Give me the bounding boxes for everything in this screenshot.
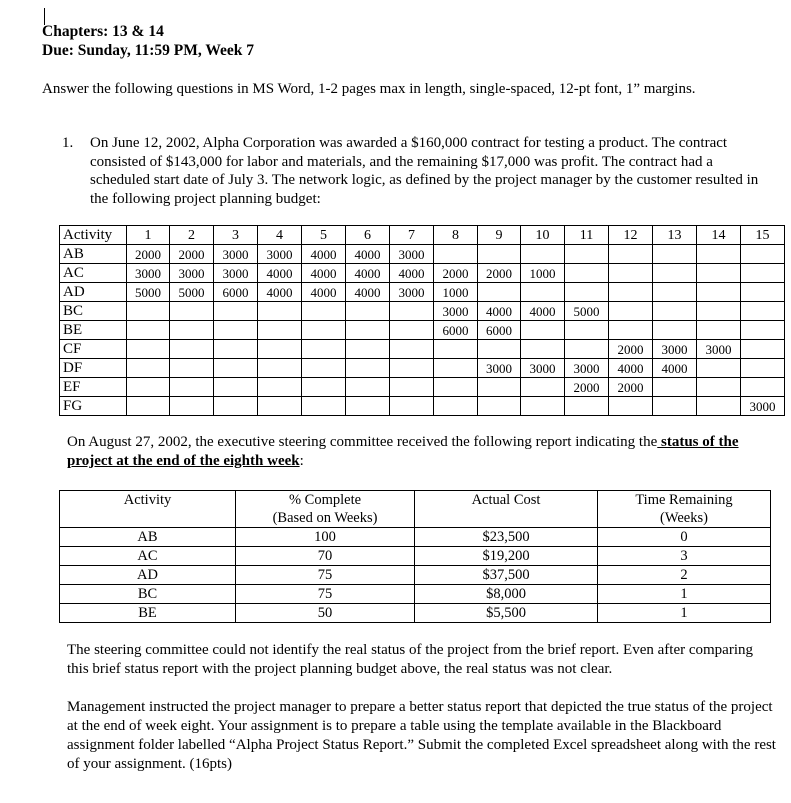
budget-cell: [697, 321, 741, 340]
header-week: 11: [565, 226, 609, 245]
budget-row: [60, 321, 785, 340]
budget-cell: 2000: [127, 245, 170, 264]
budget-cell: [434, 245, 478, 264]
budget-cell: [609, 397, 653, 416]
budget-cell: 3000: [565, 359, 609, 378]
header-week: 9: [478, 226, 521, 245]
header-line-2: (Based on Weeks): [272, 510, 378, 526]
header-line-2: (Weeks): [660, 510, 708, 526]
budget-cell: [565, 340, 609, 359]
budget-cell: [741, 378, 785, 397]
budget-cell: 2000: [434, 264, 478, 283]
budget-row: [60, 264, 785, 283]
budget-cell: [565, 321, 609, 340]
header-line-1: Activity: [123, 492, 172, 508]
status-cell: 50: [236, 604, 415, 623]
status-row: [60, 585, 771, 604]
budget-cell: [697, 283, 741, 302]
budget-cell: [302, 302, 346, 321]
budget-cell: [214, 359, 258, 378]
budget-cell: [741, 283, 785, 302]
header-week: 3: [214, 226, 258, 245]
report-intro: [67, 433, 767, 470]
status-cell: $8,000: [415, 585, 598, 604]
question-1-text: On June 12, 2002, Alpha Corporation was awarded a $160,000 contract for testing a product. The contract consisted of $143,000 for labor and materials, and the remaining $17,000 was profit. The contract had a scheduled start date of July 3. The network logic, as defined by the project manager by the customer resulted in the following project planning budget:: [90, 135, 759, 207]
budget-cell: [390, 359, 434, 378]
due-date-heading: Due: Sunday, 11:59 PM, Week 7: [42, 42, 255, 59]
status-cell: 1: [598, 604, 771, 623]
project-planning-budget-table: [59, 225, 785, 416]
budget-cell: [609, 283, 653, 302]
budget-cell: 3000: [741, 397, 785, 416]
status-cell: 70: [236, 547, 415, 566]
status-cell: 75: [236, 585, 415, 604]
budget-cell: [653, 283, 697, 302]
budget-cell: 3000: [127, 264, 170, 283]
header-week: 4: [258, 226, 302, 245]
budget-row: [60, 245, 785, 264]
budget-header-row: [60, 226, 785, 245]
budget-cell: [478, 378, 521, 397]
budget-cell: 2000: [609, 378, 653, 397]
budget-cell: [214, 302, 258, 321]
header-week: 8: [434, 226, 478, 245]
budget-cell: 5000: [565, 302, 609, 321]
budget-cell: [170, 359, 214, 378]
budget-cell: 4000: [346, 264, 390, 283]
status-cell: $5,500: [415, 604, 598, 623]
budget-cell: [697, 378, 741, 397]
budget-cell: [521, 283, 565, 302]
question-1: [62, 134, 762, 208]
budget-cell: [741, 302, 785, 321]
budget-cell: 4000: [302, 283, 346, 302]
header-week: 14: [697, 226, 741, 245]
budget-cell: 3000: [653, 340, 697, 359]
status-cell: AB: [60, 528, 236, 547]
budget-cell: [653, 378, 697, 397]
budget-cell: [346, 378, 390, 397]
budget-cell: [478, 283, 521, 302]
budget-cell: [258, 359, 302, 378]
budget-cell: 4000: [478, 302, 521, 321]
budget-cell: [741, 264, 785, 283]
header-week: 5: [302, 226, 346, 245]
status-header-cell: [415, 491, 598, 528]
status-cell: BE: [60, 604, 236, 623]
budget-cell: 2000: [478, 264, 521, 283]
status-cell: 0: [598, 528, 771, 547]
budget-cell: 6000: [434, 321, 478, 340]
budget-row: [60, 359, 785, 378]
report-intro-tail: :: [299, 452, 304, 469]
activity-cell: AD: [60, 283, 127, 302]
budget-cell: 6000: [478, 321, 521, 340]
budget-cell: [434, 397, 478, 416]
budget-cell: [346, 321, 390, 340]
status-cell: AD: [60, 566, 236, 585]
activity-cell: AC: [60, 264, 127, 283]
status-cell: $37,500: [415, 566, 598, 585]
header-week: 1: [127, 226, 170, 245]
status-cell: 2: [598, 566, 771, 585]
budget-cell: [258, 302, 302, 321]
report-intro-emphasis: status of the project at the end of the eighth week: [67, 434, 739, 469]
status-header-row: [60, 491, 771, 528]
budget-cell: [127, 321, 170, 340]
management-paragraph: Management instructed the project manager to prepare a better status report that depicted the true status of the project at the end of week eight. Your assignment is to prepare a table using the template available in the Blackboard assignment folder labelled “Alpha Project Status Report.” Submit the completed Excel spreadsheet along with the rest of your assignment. (16pts): [67, 699, 776, 772]
budget-cell: 4000: [653, 359, 697, 378]
budget-cell: [302, 397, 346, 416]
budget-cell: [741, 245, 785, 264]
budget-cell: 6000: [214, 283, 258, 302]
budget-cell: [127, 359, 170, 378]
budget-cell: 3000: [521, 359, 565, 378]
budget-cell: 2000: [609, 340, 653, 359]
budget-cell: [741, 321, 785, 340]
budget-cell: [565, 283, 609, 302]
budget-cell: 4000: [258, 283, 302, 302]
budget-cell: [653, 245, 697, 264]
budget-cell: [214, 378, 258, 397]
budget-cell: [214, 340, 258, 359]
budget-cell: [390, 397, 434, 416]
budget-cell: [346, 302, 390, 321]
budget-cell: 4000: [302, 245, 346, 264]
budget-cell: 4000: [258, 264, 302, 283]
status-cell: BC: [60, 585, 236, 604]
budget-cell: [478, 340, 521, 359]
status-cell: 1: [598, 585, 771, 604]
budget-cell: 1000: [434, 283, 478, 302]
status-row: [60, 528, 771, 547]
activity-cell: EF: [60, 378, 127, 397]
activity-cell: FG: [60, 397, 127, 416]
budget-cell: [478, 245, 521, 264]
budget-cell: [697, 245, 741, 264]
chapters-heading: Chapters: 13 & 14: [42, 23, 164, 40]
budget-cell: 3000: [434, 302, 478, 321]
budget-cell: [565, 264, 609, 283]
budget-row: [60, 340, 785, 359]
budget-cell: [434, 378, 478, 397]
status-header-cell: [236, 491, 415, 528]
budget-cell: [653, 264, 697, 283]
budget-cell: [521, 378, 565, 397]
budget-cell: 4000: [390, 264, 434, 283]
budget-cell: 1000: [521, 264, 565, 283]
budget-cell: 4000: [346, 245, 390, 264]
budget-cell: [653, 321, 697, 340]
budget-cell: [609, 245, 653, 264]
budget-cell: [521, 321, 565, 340]
budget-cell: 4000: [302, 264, 346, 283]
budget-cell: 3000: [214, 264, 258, 283]
status-cell: $19,200: [415, 547, 598, 566]
report-intro-text: On August 27, 2002, the executive steering committee received the following report indicating the: [67, 434, 658, 450]
budget-cell: [697, 359, 741, 378]
budget-cell: 4000: [346, 283, 390, 302]
header-line-1: % Complete: [288, 492, 362, 508]
budget-cell: [565, 245, 609, 264]
budget-cell: [170, 321, 214, 340]
budget-cell: [170, 378, 214, 397]
budget-cell: [170, 397, 214, 416]
budget-cell: [258, 378, 302, 397]
budget-cell: 4000: [521, 302, 565, 321]
budget-row: [60, 302, 785, 321]
budget-cell: 3000: [258, 245, 302, 264]
budget-cell: [609, 302, 653, 321]
status-cell: 75: [236, 566, 415, 585]
budget-cell: [346, 340, 390, 359]
budget-cell: [390, 321, 434, 340]
budget-cell: 2000: [170, 245, 214, 264]
budget-cell: [346, 359, 390, 378]
header-week: 7: [390, 226, 434, 245]
budget-cell: 3000: [697, 340, 741, 359]
budget-cell: 3000: [390, 283, 434, 302]
activity-cell: AB: [60, 245, 127, 264]
budget-cell: 3000: [478, 359, 521, 378]
budget-cell: 3000: [390, 245, 434, 264]
status-cell: 3: [598, 547, 771, 566]
budget-cell: [609, 264, 653, 283]
budget-cell: [565, 397, 609, 416]
budget-cell: [302, 359, 346, 378]
budget-cell: [653, 302, 697, 321]
activity-cell: CF: [60, 340, 127, 359]
budget-cell: [127, 378, 170, 397]
budget-cell: [653, 397, 697, 416]
budget-cell: [127, 397, 170, 416]
budget-cell: [521, 340, 565, 359]
header-week: 12: [609, 226, 653, 245]
budget-cell: [390, 340, 434, 359]
budget-cell: [214, 321, 258, 340]
budget-cell: [390, 302, 434, 321]
budget-cell: [302, 321, 346, 340]
budget-cell: [697, 302, 741, 321]
budget-cell: [170, 302, 214, 321]
budget-cell: 3000: [214, 245, 258, 264]
status-row: [60, 604, 771, 623]
budget-cell: [214, 397, 258, 416]
budget-row: [60, 397, 785, 416]
status-header-cell: [598, 491, 771, 528]
budget-cell: [434, 359, 478, 378]
status-cell: 100: [236, 528, 415, 547]
budget-cell: [478, 397, 521, 416]
budget-cell: 5000: [170, 283, 214, 302]
budget-cell: [127, 340, 170, 359]
budget-cell: [697, 397, 741, 416]
header-line-1: Time Remaining: [635, 492, 733, 508]
question-number: 1.: [62, 135, 74, 151]
budget-cell: [741, 340, 785, 359]
status-report-table: [59, 490, 771, 623]
steering-committee-paragraph: The steering committee could not identify the real status of the project from the brief report. Even after comparing this brief status report with the project planning budget above, the real status was not clear.: [67, 642, 754, 677]
budget-cell: [170, 340, 214, 359]
budget-cell: 2000: [565, 378, 609, 397]
budget-cell: [521, 245, 565, 264]
header-week: 2: [170, 226, 214, 245]
activity-cell: BE: [60, 321, 127, 340]
budget-cell: [434, 340, 478, 359]
budget-cell: 3000: [170, 264, 214, 283]
budget-cell: [609, 321, 653, 340]
header-week: 10: [521, 226, 565, 245]
status-cell: AC: [60, 547, 236, 566]
budget-cell: [302, 378, 346, 397]
status-row: [60, 566, 771, 585]
header-line-1: Actual Cost: [471, 492, 541, 508]
budget-cell: [127, 302, 170, 321]
header-week: 15: [741, 226, 785, 245]
budget-cell: [346, 397, 390, 416]
activity-cell: BC: [60, 302, 127, 321]
budget-cell: 4000: [609, 359, 653, 378]
activity-cell: DF: [60, 359, 127, 378]
status-row: [60, 547, 771, 566]
budget-cell: 5000: [127, 283, 170, 302]
status-header-cell: [60, 491, 236, 528]
budget-cell: [258, 321, 302, 340]
budget-row: [60, 283, 785, 302]
budget-row: [60, 378, 785, 397]
budget-cell: [521, 397, 565, 416]
budget-cell: [741, 359, 785, 378]
instructions: Answer the following questions in MS Word, 1-2 pages max in length, single-spaced, 12-pt font, 1” margins.: [42, 81, 696, 97]
budget-cell: [390, 378, 434, 397]
header-week: 6: [346, 226, 390, 245]
header-week: 13: [653, 226, 697, 245]
budget-cell: [258, 397, 302, 416]
budget-cell: [302, 340, 346, 359]
status-cell: $23,500: [415, 528, 598, 547]
header-activity: Activity: [60, 226, 127, 245]
budget-cell: [697, 264, 741, 283]
budget-cell: [258, 340, 302, 359]
